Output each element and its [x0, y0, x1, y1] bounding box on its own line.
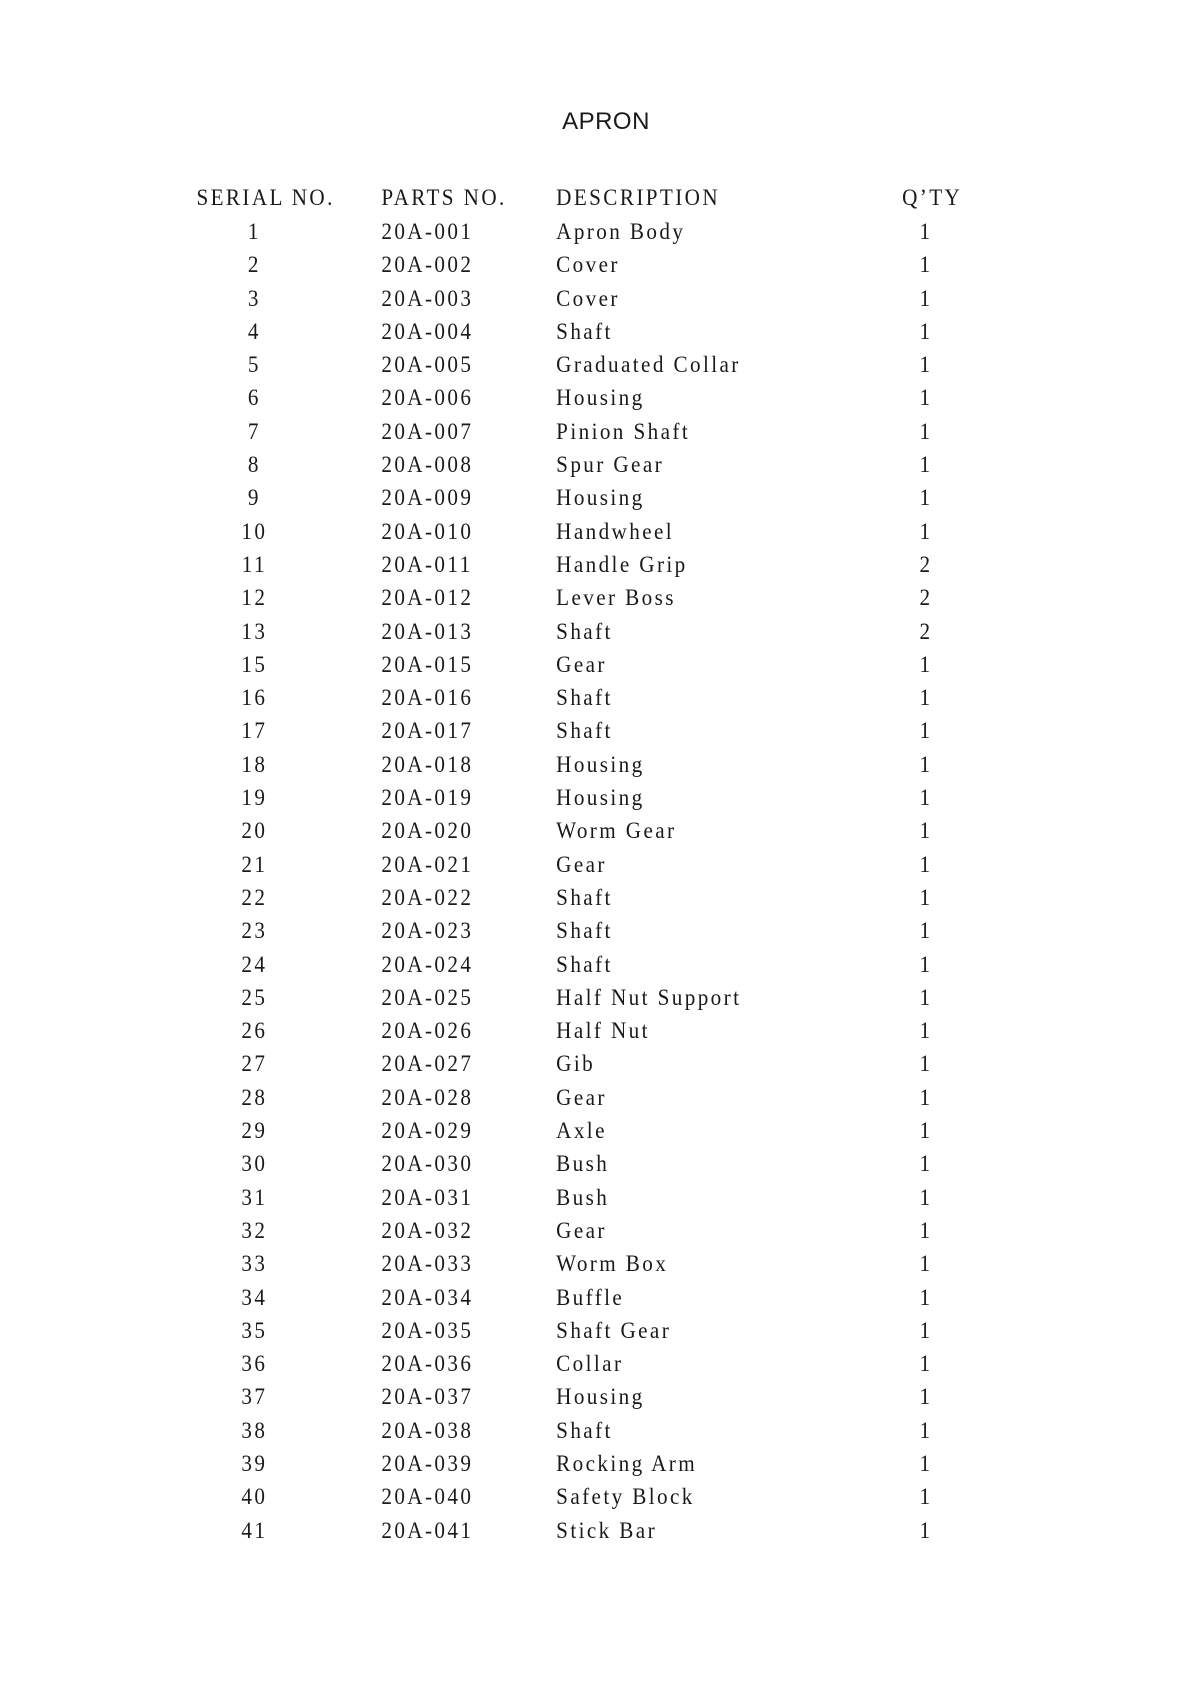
parts-no-cell: 20A-030 [381, 1151, 474, 1177]
serial-no-cell: 39 [241, 1450, 268, 1476]
table-row [190, 1147, 963, 1180]
description-cell: Safety Block [556, 1484, 695, 1510]
parts-no-cell: 20A-007 [381, 418, 474, 444]
description-cell: Shaft [556, 318, 613, 344]
serial-no-cell: 30 [241, 1151, 268, 1177]
serial-no-cell: 20 [241, 818, 268, 844]
table-row [190, 1081, 963, 1114]
description-cell: Gear [556, 1217, 607, 1243]
parts-no-cell: 20A-005 [381, 352, 474, 378]
table-row [190, 1414, 963, 1447]
serial-no-cell: 33 [241, 1251, 268, 1277]
qty-cell: 1 [919, 818, 933, 844]
qty-cell: 1 [919, 1484, 933, 1510]
description-cell: Worm Box [556, 1251, 669, 1277]
qty-cell: 1 [919, 518, 933, 544]
parts-no-cell: 20A-002 [381, 252, 474, 278]
table-row [190, 914, 963, 947]
serial-no-cell: 28 [241, 1084, 268, 1110]
description-cell: Shaft [556, 884, 613, 910]
description-cell: Worm Gear [556, 818, 677, 844]
qty-cell: 2 [919, 618, 933, 644]
table-row [190, 282, 963, 315]
header-description: DESCRIPTION [556, 185, 721, 210]
table-row [190, 481, 963, 514]
parts-no-cell: 20A-031 [381, 1184, 474, 1210]
table-row [190, 981, 963, 1014]
serial-no-cell: 29 [241, 1118, 268, 1144]
table-row [190, 381, 963, 414]
parts-no-cell: 20A-015 [381, 651, 474, 677]
parts-no-cell: 20A-039 [381, 1450, 474, 1476]
description-cell: Housing [556, 785, 645, 811]
description-cell: Gear [556, 851, 607, 877]
serial-no-cell: 23 [241, 918, 268, 944]
serial-no-cell: 37 [241, 1384, 268, 1410]
table-row [190, 548, 963, 581]
parts-no-cell: 20A-011 [381, 551, 473, 577]
description-cell: Shaft [556, 951, 613, 977]
table-row [190, 1014, 963, 1047]
parts-no-cell: 20A-010 [381, 518, 474, 544]
serial-no-cell: 31 [241, 1184, 268, 1210]
table-row [190, 1114, 963, 1147]
parts-no-cell: 20A-017 [381, 718, 474, 744]
table-row [190, 948, 963, 981]
serial-no-cell: 38 [241, 1417, 268, 1443]
table-row [190, 814, 963, 847]
serial-no-cell: 24 [241, 951, 268, 977]
parts-no-cell: 20A-012 [381, 585, 474, 611]
description-cell: Gear [556, 651, 607, 677]
serial-no-cell: 17 [241, 718, 268, 744]
description-cell: Housing [556, 751, 645, 777]
table-row [190, 1380, 963, 1413]
serial-no-cell: 26 [241, 1018, 268, 1044]
serial-no-cell: 22 [241, 884, 268, 910]
serial-no-cell: 8 [247, 452, 261, 478]
serial-no-cell: 40 [241, 1484, 268, 1510]
table-row [190, 415, 963, 448]
serial-no-cell: 4 [247, 318, 261, 344]
table-row [190, 1347, 963, 1380]
table-body [190, 215, 963, 1547]
description-cell: Buffle [556, 1284, 625, 1310]
table-row [190, 315, 963, 348]
table-row [190, 648, 963, 681]
serial-no-cell: 16 [241, 685, 268, 711]
description-cell: Axle [556, 1118, 607, 1144]
qty-cell: 1 [919, 219, 933, 244]
parts-no-cell: 20A-041 [381, 1517, 474, 1543]
table-row [190, 1447, 963, 1480]
table-row [190, 881, 963, 914]
parts-no-cell: 20A-034 [381, 1284, 474, 1310]
description-cell: Bush [556, 1184, 610, 1210]
serial-no-cell: 36 [241, 1351, 268, 1377]
qty-cell: 1 [919, 1317, 933, 1343]
table-row [190, 581, 963, 614]
description-cell: Rocking Arm [556, 1450, 698, 1476]
table-row [190, 515, 963, 548]
serial-no-cell: 6 [247, 385, 261, 411]
qty-cell: 1 [919, 1417, 933, 1443]
parts-no-cell: 20A-037 [381, 1384, 474, 1410]
parts-no-cell: 20A-023 [381, 918, 474, 944]
qty-cell: 1 [919, 318, 933, 344]
parts-list-table [190, 181, 963, 1547]
serial-no-cell: 41 [241, 1517, 268, 1543]
parts-no-cell: 20A-001 [381, 219, 474, 244]
qty-cell: 2 [919, 551, 933, 577]
qty-cell: 1 [919, 1251, 933, 1277]
qty-cell: 1 [919, 1118, 933, 1144]
serial-no-cell: 21 [241, 851, 268, 877]
serial-no-cell: 25 [241, 984, 268, 1010]
serial-no-cell: 18 [241, 751, 268, 777]
description-cell: Collar [556, 1351, 624, 1377]
parts-no-cell: 20A-028 [381, 1084, 474, 1110]
qty-cell: 1 [919, 1184, 933, 1210]
description-cell: Cover [556, 252, 620, 278]
description-cell: Handle Grip [556, 551, 688, 577]
serial-no-cell: 12 [241, 585, 268, 611]
parts-no-cell: 20A-033 [381, 1251, 474, 1277]
qty-cell: 1 [919, 1284, 933, 1310]
serial-no-cell: 11 [241, 551, 267, 577]
description-cell: Gib [556, 1051, 596, 1077]
qty-cell: 1 [919, 1351, 933, 1377]
serial-no-cell: 34 [241, 1284, 268, 1310]
header-serial-no: SERIAL NO. [196, 185, 335, 210]
qty-cell: 1 [919, 851, 933, 877]
description-cell: Graduated Collar [556, 352, 741, 378]
parts-no-cell: 20A-040 [381, 1484, 474, 1510]
serial-no-cell: 1 [247, 219, 261, 244]
table-row [190, 448, 963, 481]
parts-no-cell: 20A-018 [381, 751, 474, 777]
table-row [190, 1314, 963, 1347]
qty-cell: 1 [919, 1384, 933, 1410]
qty-cell: 1 [919, 785, 933, 811]
qty-cell: 1 [919, 285, 933, 311]
header-parts-no: PARTS NO. [381, 185, 507, 210]
qty-cell: 1 [919, 685, 933, 711]
parts-no-cell: 20A-008 [381, 452, 474, 478]
description-cell: Cover [556, 285, 620, 311]
parts-no-cell: 20A-016 [381, 685, 474, 711]
serial-no-cell: 35 [241, 1317, 268, 1343]
description-cell: Spur Gear [556, 452, 665, 478]
description-cell: Housing [556, 485, 645, 511]
qty-cell: 1 [919, 352, 933, 378]
serial-no-cell: 32 [241, 1217, 268, 1243]
parts-no-cell: 20A-013 [381, 618, 474, 644]
parts-no-cell: 20A-022 [381, 884, 474, 910]
qty-cell: 2 [919, 585, 933, 611]
description-cell: Shaft [556, 718, 613, 744]
description-cell: Shaft [556, 685, 613, 711]
qty-cell: 1 [919, 252, 933, 278]
description-cell: Half Nut [556, 1018, 650, 1044]
table-row [190, 1281, 963, 1314]
table-row [190, 1514, 963, 1547]
table-row [190, 215, 963, 248]
parts-no-cell: 20A-003 [381, 285, 474, 311]
parts-no-cell: 20A-024 [381, 951, 474, 977]
table-row [190, 681, 963, 714]
qty-cell: 1 [919, 1051, 933, 1077]
description-cell: Gear [556, 1084, 607, 1110]
qty-cell: 1 [919, 485, 933, 511]
description-cell: Stick Bar [556, 1517, 658, 1543]
description-cell: Bush [556, 1151, 610, 1177]
qty-cell: 1 [919, 884, 933, 910]
qty-cell: 1 [919, 918, 933, 944]
parts-no-cell: 20A-029 [381, 1118, 474, 1144]
table-row [190, 248, 963, 281]
qty-cell: 1 [919, 452, 933, 478]
table-row [190, 348, 963, 381]
table-row [190, 748, 963, 781]
table-row [190, 1480, 963, 1513]
header-qty: Q’TY [902, 185, 963, 210]
description-cell: Shaft Gear [556, 1317, 672, 1343]
description-cell: Shaft [556, 618, 613, 644]
qty-cell: 1 [919, 951, 933, 977]
description-cell: Lever Boss [556, 585, 676, 611]
qty-cell: 1 [919, 1517, 933, 1543]
serial-no-cell: 13 [241, 618, 268, 644]
qty-cell: 1 [919, 651, 933, 677]
serial-no-cell: 7 [247, 418, 261, 444]
parts-no-cell: 20A-009 [381, 485, 474, 511]
serial-no-cell: 27 [241, 1051, 268, 1077]
table-row [190, 1181, 963, 1214]
qty-cell: 1 [919, 1018, 933, 1044]
serial-no-cell: 2 [247, 252, 261, 278]
page-title: APRON [562, 108, 650, 135]
table-row [190, 615, 963, 648]
parts-no-cell: 20A-025 [381, 984, 474, 1010]
serial-no-cell: 5 [247, 352, 261, 378]
parts-no-cell: 20A-020 [381, 818, 474, 844]
qty-cell: 1 [919, 1084, 933, 1110]
description-cell: Handwheel [556, 518, 675, 544]
description-cell: Housing [556, 385, 645, 411]
parts-no-cell: 20A-026 [381, 1018, 474, 1044]
parts-no-cell: 20A-027 [381, 1051, 474, 1077]
qty-cell: 1 [919, 1450, 933, 1476]
table-row [190, 1214, 963, 1247]
qty-cell: 1 [919, 1217, 933, 1243]
qty-cell: 1 [919, 418, 933, 444]
description-cell: Pinion Shaft [556, 418, 691, 444]
table-row [190, 781, 963, 814]
parts-no-cell: 20A-035 [381, 1317, 474, 1343]
qty-cell: 1 [919, 718, 933, 744]
qty-cell: 1 [919, 984, 933, 1010]
serial-no-cell: 9 [247, 485, 261, 511]
parts-no-cell: 20A-021 [381, 851, 474, 877]
table-row [190, 714, 963, 747]
serial-no-cell: 3 [247, 285, 261, 311]
description-cell: Apron Body [556, 219, 686, 244]
parts-no-cell: 20A-004 [381, 318, 474, 344]
qty-cell: 1 [919, 751, 933, 777]
table-row [190, 1047, 963, 1080]
description-cell: Shaft [556, 918, 613, 944]
parts-no-cell: 20A-006 [381, 385, 474, 411]
serial-no-cell: 15 [241, 651, 268, 677]
qty-cell: 1 [919, 1151, 933, 1177]
parts-no-cell: 20A-032 [381, 1217, 474, 1243]
serial-no-cell: 10 [241, 518, 268, 544]
table-header-row [190, 181, 963, 215]
table-row [190, 848, 963, 881]
qty-cell: 1 [919, 385, 933, 411]
table-row [190, 1247, 963, 1280]
parts-no-cell: 20A-038 [381, 1417, 474, 1443]
parts-no-cell: 20A-036 [381, 1351, 474, 1377]
serial-no-cell: 19 [241, 785, 268, 811]
description-cell: Half Nut Support [556, 984, 742, 1010]
description-cell: Housing [556, 1384, 645, 1410]
parts-no-cell: 20A-019 [381, 785, 474, 811]
description-cell: Shaft [556, 1417, 613, 1443]
